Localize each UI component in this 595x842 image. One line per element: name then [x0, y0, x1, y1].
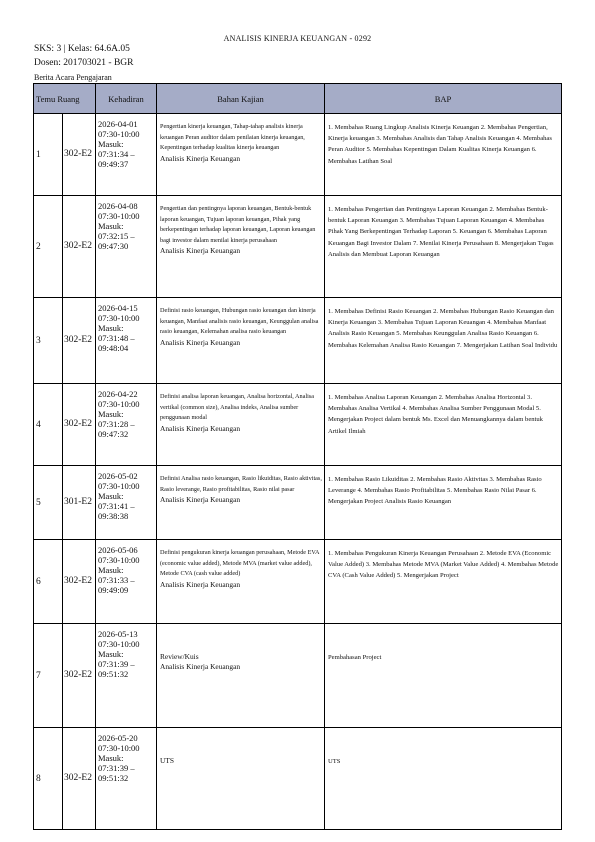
course-name: Analisis Kinerja Keuangan: [160, 579, 241, 589]
time-text: 07:30-10:00: [98, 743, 140, 753]
kehadiran-cell: [96, 298, 157, 384]
sks-class-info: SKS: 3 | Kelas: 64.6A.05: [34, 44, 130, 54]
table-body: [34, 114, 562, 830]
table-row: [34, 624, 562, 728]
course-name: Analisis Kinerja Keuangan: [160, 662, 241, 671]
bahan-cell: [157, 384, 325, 466]
table-row: [34, 298, 562, 384]
keluar-time: 09:49:09: [98, 585, 129, 595]
masuk-label: Masuk:: [98, 753, 124, 763]
masuk-time: 07:31:33 –: [98, 575, 135, 585]
header-temu: Temu: [36, 93, 56, 104]
header-bahan: Bahan Kajian: [157, 84, 325, 114]
keluar-time: 09:49:37: [98, 159, 129, 169]
bahan-cell: [157, 466, 325, 540]
date-text: 2026-04-01: [98, 119, 138, 129]
masuk-label: Masuk:: [98, 323, 124, 333]
bap-cell: 1. Membahas Pengertian dan Pentingnya Laporan Keuangan 2. Membahas Bentuk-bentuk Laporan Keuangan 3. Membahas Tujuan Laporan Keuangan 4. Membahas Pihak Yang Berkepentingan Terhadap Laporan 5. Keuangan 6. Membahas Laporan Keuangan Bagi Investor Dalam 7. Menilai Kinerja Perusahaan 8. Mengerjakan Tugas Analisis dan Membuat Laporan Keuangan: [325, 196, 562, 298]
bahan-cell: [157, 540, 325, 624]
attendance-table: [33, 83, 562, 830]
keluar-time: 09:47:30: [98, 241, 129, 251]
time-text: 07:30-10:00: [98, 639, 140, 649]
ruang-cell: 302-E2: [63, 114, 96, 196]
bap-cell: UTS: [325, 728, 562, 830]
bap-cell: 1. Membahas Pengukuran Kinerja Keuangan Perusahaan 2. Metode EVA (Economic Value Added) 3. Membahas Metode MVA (Market Value Added) 4. Membahas Metode CVA (Cash Value Added) 5. Mengerjakan Project: [325, 540, 562, 624]
temu-cell: 2: [34, 196, 63, 298]
bahan-cell: [157, 728, 325, 830]
time-text: 07:30-10:00: [98, 211, 140, 221]
date-text: 2026-04-22: [98, 389, 138, 399]
temu-cell: 7: [34, 624, 63, 728]
table-header-row: [34, 84, 562, 114]
temu-cell: 8: [34, 728, 63, 830]
bahan-text: Pengertian dan pentingnya laporan keuangan, Bentuk-bentuk laporan keuangan, Tujuan laporan keuangan, Pihak yang berkepentingan terhadap laporan keuangan, Laporan keuangan bagi investor dalam menilai kinerja perusahaan: [160, 205, 316, 244]
ruang-cell: 302-E2: [63, 298, 96, 384]
date-text: 2026-04-08: [98, 201, 138, 211]
ruang-cell: 302-E2: [63, 540, 96, 624]
ruang-cell: 301-E2: [63, 466, 96, 540]
bahan-cell: [157, 196, 325, 298]
table-row: [34, 466, 562, 540]
keluar-time: 09:51:32: [98, 773, 129, 783]
bahan-cell: [157, 114, 325, 196]
kehadiran-cell: [96, 466, 157, 540]
course-name: Analisis Kinerja Keuangan: [160, 246, 241, 256]
bahan-text: Pengertian kinerja keuangan, Tahap-tahap analisis kinerja keuangan Peran auditor dalam penilaian kinerja keuangan, Kepentingan terhadap kualitas kinerja keuangan: [160, 123, 305, 152]
keluar-time: 09:47:32: [98, 429, 129, 439]
masuk-label: Masuk:: [98, 649, 124, 659]
kehadiran-cell: [96, 728, 157, 830]
ruang-cell: 302-E2: [63, 624, 96, 728]
course-name: Analisis Kinerja Keuangan: [160, 337, 241, 347]
document-title: ANALISIS KINERJA KEUANGAN - 0292: [223, 34, 372, 43]
keluar-time: 09:48:04: [98, 343, 129, 353]
header-temu-ruang: [34, 84, 96, 114]
bap-cell: 1. Membahas Definisi Rasio Keuangan 2. Membahas Hubungan Rasio Keuangan dan Kinerja Keuangan 3. Membahas Tujuan Laporan Keuangan 4. Membahas Manfaat Analisis Rasio Keuangan 5. Membahas Keunggulan Analisa Rasio Keuangan 6. Membahas Kelemahan Analisa Rasio Keuangan 7. Mengerjakan Latihan Soal Individu: [325, 298, 562, 384]
bap-cell: 1. Membahas Ruang Lingkup Analisis Kinerja Keuangan 2. Membahas Pengertian, Kinerja keuangan 3. Membahas Analisis dan Tahap Analisis Keuangan 4. Membahas Peran Auditor 5. Membahas Kepentingan Dalam Kualitas Kinerja Keuangan 6. Membahas Latihan Soal: [325, 114, 562, 196]
masuk-label: Masuk:: [98, 565, 124, 575]
time-text: 07:30-10:00: [98, 399, 140, 409]
bahan-text: Definisi rasio keuangan, Hubungan rasio keuangan dan kinerja keuangan, Manfaat analisis rasio keuangan, Keunggulan analisa rasio keuangan, Kelemahan analisa rasio keuangan: [160, 307, 319, 336]
temu-cell: 1: [34, 114, 63, 196]
kehadiran-cell: [96, 196, 157, 298]
masuk-label: Masuk:: [98, 221, 124, 231]
kehadiran-cell: [96, 114, 157, 196]
masuk-time: 07:31:39 –: [98, 763, 135, 773]
course-name: Analisis Kinerja Keuangan: [160, 423, 241, 433]
bap-cell: 1. Membahas Rasio Likuiditas 2. Membahas Rasio Aktivitas 3. Membahas Rasio Leverange 4. Membahas Rasio Profitabilitas 5. Membahas Rasio Nilai Pasar 6. Mengerjakan Project Analisis Rasio Keuangan: [325, 466, 562, 540]
table-row: [34, 540, 562, 624]
bahan-text: Definisi pengukuran kinerja keuangan perusahaan, Metode EVA (economic value added), Metode MVA (market value added), Metode CVA (cash value added): [160, 549, 320, 578]
masuk-label: Masuk:: [98, 139, 124, 149]
ruang-cell: 302-E2: [63, 384, 96, 466]
lecturer-info: Dosen: 201703021 - BGR: [34, 58, 134, 68]
masuk-label: Masuk:: [98, 409, 124, 419]
header-kehadiran: Kehadiran: [96, 84, 157, 114]
date-text: 2026-05-06: [98, 545, 138, 555]
course-name: Analisis Kinerja Keuangan: [160, 153, 241, 163]
time-text: 07:30-10:00: [98, 313, 140, 323]
masuk-time: 07:31:48 –: [98, 333, 135, 343]
masuk-label: Masuk:: [98, 491, 124, 501]
masuk-time: 07:32:15 –: [98, 231, 135, 241]
ruang-cell: 302-E2: [63, 728, 96, 830]
table-row: [34, 114, 562, 196]
bahan-text: Definisi analisa laporan keuangan, Analisa horizontal, Analisa vertikal (common size), Analisa indeks, Analisa sumber penggunaan modal: [160, 393, 314, 422]
keluar-time: 09:51:32: [98, 669, 129, 679]
masuk-time: 07:31:28 –: [98, 419, 135, 429]
bap-cell: Pembahasan Project: [325, 624, 562, 728]
section-title: Berita Acara Pengajaran: [34, 73, 112, 82]
temu-cell: 4: [34, 384, 63, 466]
kehadiran-cell: [96, 540, 157, 624]
header-bap: BAP: [325, 84, 562, 114]
bap-cell: 1. Membahas Analisa Laporan Keuangan 2. Membahas Analisa Horizontal 3. Membahas Analisa Vertikal 4. Membahas Analisa Sumber Penggunaan Modal 5. Mengerjakan Project dalam bentuk Ms. Excel dan Menuangkannya dalam bentuk Artikel Ilmiah: [325, 384, 562, 466]
table-row: [34, 728, 562, 830]
course-name: Analisis Kinerja Keuangan: [160, 495, 241, 505]
header-ruang: Ruang: [57, 93, 80, 104]
date-text: 2026-05-02: [98, 471, 138, 481]
date-text: 2026-05-20: [98, 733, 138, 743]
ruang-cell: 302-E2: [63, 196, 96, 298]
kehadiran-cell: [96, 384, 157, 466]
table-row: [34, 384, 562, 466]
time-text: 07:30-10:00: [98, 555, 140, 565]
temu-cell: 3: [34, 298, 63, 384]
time-text: 07:30-10:00: [98, 481, 140, 491]
bahan-text: Definisi Analisa rasio keuangan, Rasio likuiditas, Rasio aktivitas, Rasio leverange, Rasio profitabilitas, Rasio nilai pasar: [160, 475, 322, 493]
bahan-cell: [157, 624, 325, 728]
time-text: 07:30-10:00: [98, 129, 140, 139]
bahan-text: UTS: [160, 756, 174, 765]
date-text: 2026-05-13: [98, 629, 138, 639]
temu-cell: 5: [34, 466, 63, 540]
bahan-cell: [157, 298, 325, 384]
keluar-time: 09:38:38: [98, 511, 129, 521]
kehadiran-cell: [96, 624, 157, 728]
masuk-time: 07:31:34 –: [98, 149, 135, 159]
masuk-time: 07:31:39 –: [98, 659, 135, 669]
table-row: [34, 196, 562, 298]
masuk-time: 07:31:41 –: [98, 501, 135, 511]
date-text: 2026-04-15: [98, 303, 138, 313]
bahan-text: Review/Kuis: [160, 652, 199, 661]
temu-cell: 6: [34, 540, 63, 624]
